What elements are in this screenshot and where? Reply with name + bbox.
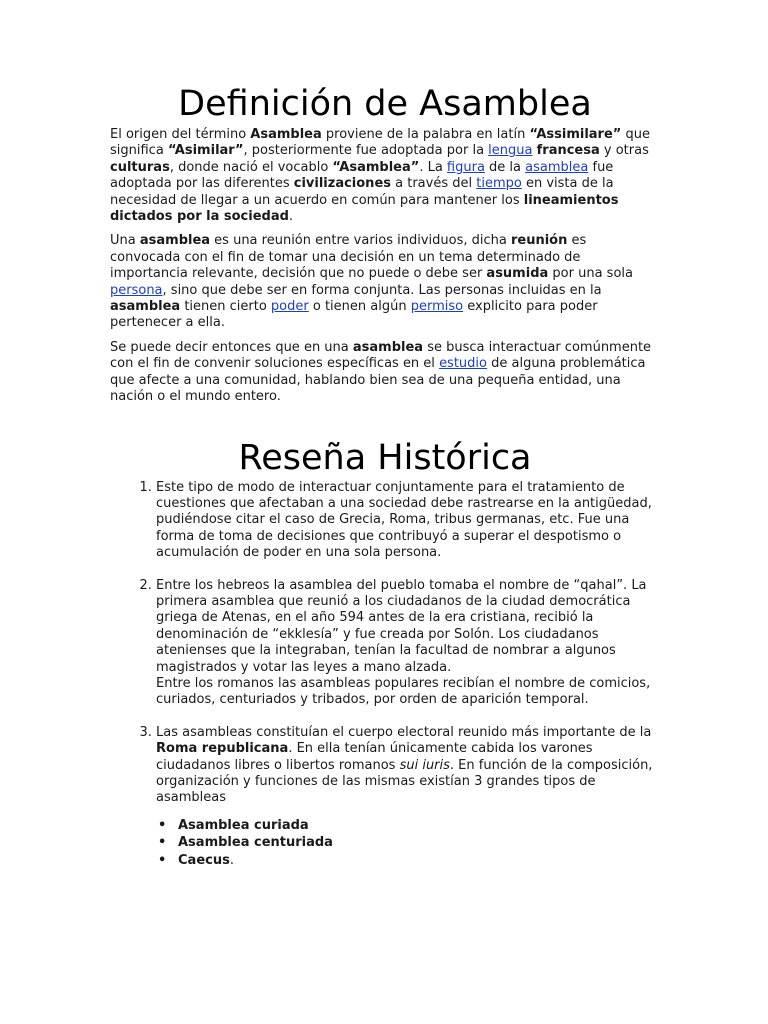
bullet-item: • Caecus. [178, 852, 660, 870]
link-persona[interactable]: persona [110, 282, 163, 298]
link-figura[interactable]: figura [446, 159, 485, 175]
link-tiempo[interactable]: tiempo [476, 176, 522, 192]
link-estudio[interactable]: estudio [439, 356, 487, 372]
list-item: 1. Este tipo de modo de interactuar conjuntamente para el tratamiento de cuestiones que afectaban a una sociedad debe rastrearse en la antigüedad, pudiéndose citar el caso de Grecia, Roma, tribus germanas, etc. Fue una forma de toma de decisiones que contribuyó a superar el despotismo o acumulación de poder en una sola persona. [156, 480, 660, 562]
heading-resena: Reseña Histórica [238, 437, 532, 478]
assembly-types-list [156, 817, 660, 870]
paragraph-asamblea-reunion: Una asamblea es una reunión entre varios individuos, dicha reunión es convocada con el fin de tomar una decisión en un tema determinado de importancia relevante, decisión que no puede o debe ser asumida por una sola persona, sino que debe ser en forma conjunta. Las personas incluidas en la asamblea tienen cierto poder o tienen algún permiso explicito para poder pertenecer a ella. [110, 233, 633, 331]
paragraph-interactuar: Se puede decir entonces que en una asamblea se busca interactuar comúnmente con el fin de convenir soluciones específicas en el estudio de alguna problemática que afecte a una comunidad, hablando bien sea de una pequeña entidad, una nación o el mundo entero. [110, 339, 652, 405]
document-page [110, 82, 660, 885]
section-definicion [110, 127, 660, 406]
bullet-item: • Asamblea curiada [178, 817, 660, 835]
paragraph-origen: El origen del término Asamblea proviene de la palabra en latín “Assimilare” que significa “Asimilar”, posteriormente fue adoptada por la lengua francesa y otras culturas, donde nació el vocablo “Asamblea”. La figura de la asamblea fue adoptada por las diferentes civilizaciones a través del tiempo en vista de la necesidad de llegar a un acuerdo en común para mantener los lineamientos dictados por la sociedad. [110, 127, 650, 225]
link-lengua[interactable]: lengua [488, 143, 533, 159]
link-permiso[interactable]: permiso [410, 299, 464, 315]
link-asamblea[interactable]: asamblea [525, 159, 589, 175]
link-poder[interactable]: poder [270, 299, 309, 315]
bullet-item: • Asamblea centuriada [178, 834, 660, 852]
list-item: 3. Las asambleas constituían el cuerpo electoral reunido más importante de la Roma republicana. En ella tenían únicamente cabida los varones ciudadanos libres o libertos romanos sui iuris. En función de la composición, organización y funciones de las mismas existían 3 grandes tipos de asambleas • Asamblea curiada • Asamblea centuriada • Caecus. [156, 725, 660, 870]
heading-definicion: Definición de Asamblea [178, 84, 592, 124]
history-list [110, 480, 660, 870]
list-item: 2. Entre los hebreos la asamblea del pueblo tomaba el nombre de “qahal”. La primera asamblea que reunió a los ciudadanos de la ciudad democrática griega de Atenas, en el año 594 antes de la era cristiana, recibió la denominación de “ekklesía” y fue creada por Solón. Los ciudadanos atenienses que la integraban, tenían la facultad de nombrar a algunos magistrados y votar las leyes a mano alzada. Entre los romanos las asambleas populares recibían el nombre de comicios, curiados, centuriados y tribados, por orden de aparición temporal. [156, 578, 660, 709]
